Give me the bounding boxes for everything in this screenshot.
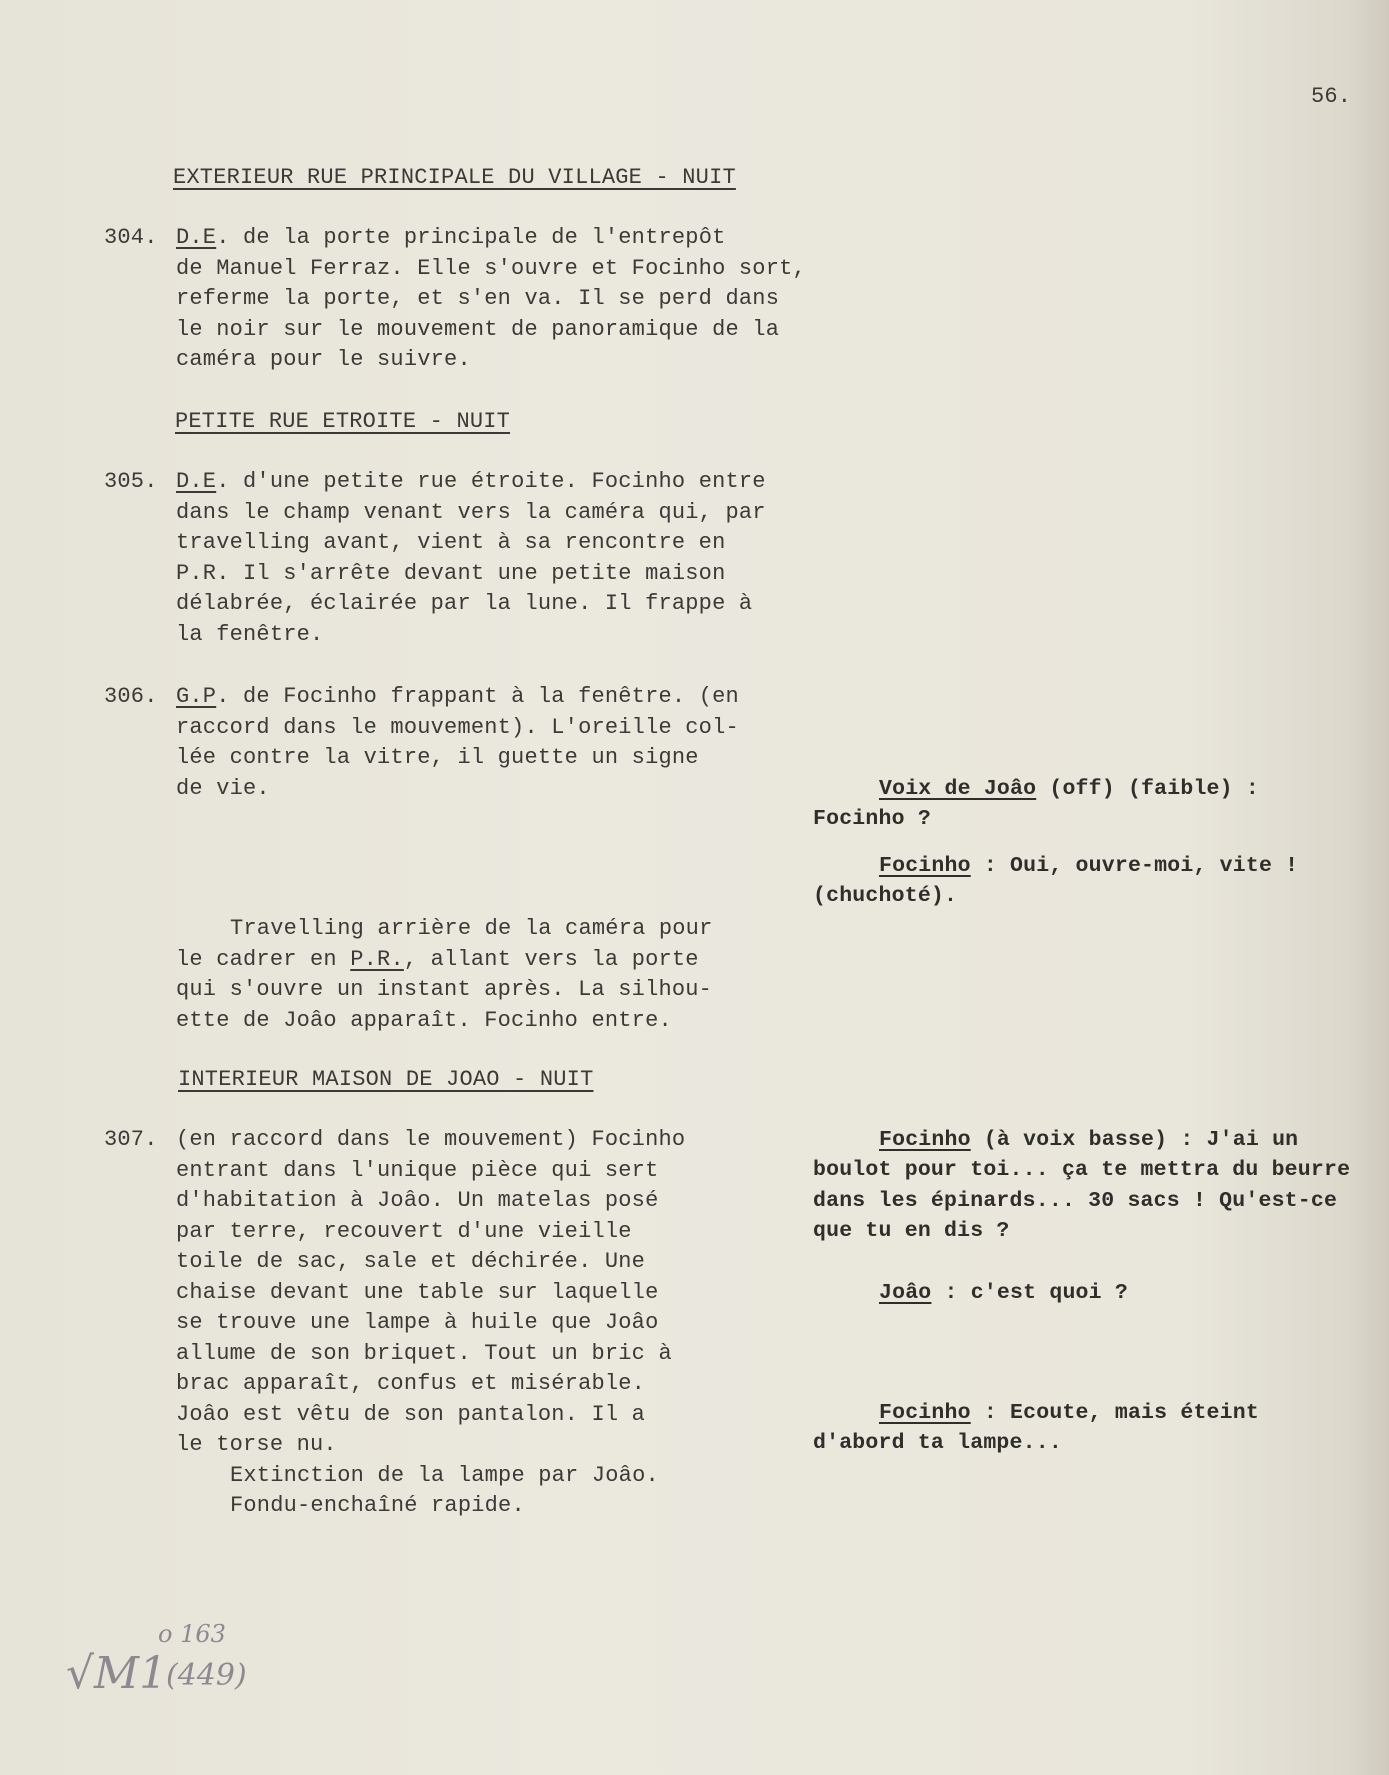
text-segment: P.R.: [350, 947, 404, 972]
text-segment: Fondu-enchaîné rapide.: [230, 1493, 525, 1518]
shot-line: [176, 1188, 658, 1214]
text-line: [176, 1008, 672, 1034]
speaker-name: Focinho: [879, 1128, 971, 1152]
text-segment: : Oui, ouvre-moi, vite !: [970, 854, 1299, 878]
dialogue-line: [813, 1430, 1062, 1456]
dialogue-line: [813, 1188, 1337, 1214]
text-segment: lée contre la vitre, il guette un signe: [176, 745, 699, 770]
dialogue-line: [879, 1400, 1259, 1426]
shot-line: [176, 500, 766, 526]
text-segment: d'abord ta lampe...: [813, 1431, 1062, 1455]
shot-type-abbr: D.E: [176, 225, 217, 250]
text-segment: (chuchoté).: [813, 884, 958, 908]
shot-line: [176, 745, 699, 771]
speaker-name: Focinho: [879, 854, 971, 878]
text-segment: (à voix basse) : J'ai un: [970, 1128, 1299, 1152]
dialogue-line: [813, 1157, 1350, 1183]
shot-line: [176, 622, 323, 648]
text-segment: d'habitation à Joâo. Un matelas posé: [176, 1188, 659, 1213]
page-number: 56.: [1311, 84, 1352, 109]
text-segment: allume de son briquet. Tout un bric à: [176, 1341, 672, 1366]
text-segment: que tu en dis ?: [813, 1219, 1010, 1243]
shot-line: [176, 715, 739, 741]
shot-line: [176, 776, 270, 802]
shot-line: [176, 530, 726, 556]
shot-number: [104, 1127, 158, 1153]
shot-type-abbr: D.E: [176, 469, 217, 494]
text-segment: le noir sur le mouvement de panoramique de la: [176, 317, 780, 342]
text-segment: le cadrer en: [176, 947, 351, 972]
speaker-name: Voix de Joâo: [879, 777, 1037, 801]
shot-line: [176, 1249, 645, 1275]
handwritten-paren: (449): [166, 1658, 247, 1693]
text-line: [230, 916, 712, 942]
shot-line: [176, 1158, 658, 1184]
text-segment: toile de sac, sale et déchirée. Une: [176, 1249, 646, 1274]
text-segment: chaise devant une table sur laquelle: [176, 1280, 659, 1305]
text-segment: Extinction de la lampe par Joâo.: [230, 1463, 659, 1488]
scene-heading-2: [175, 409, 510, 435]
handwritten-top: o 163: [158, 1620, 226, 1648]
shot-number: [104, 684, 158, 710]
text-segment: ette de Joâo apparaît. Focinho entre.: [176, 1008, 672, 1033]
dialogue-line: [813, 883, 957, 909]
shot-line: [176, 286, 779, 312]
scene-heading-1: [173, 165, 736, 191]
text-segment: de vie.: [176, 776, 270, 801]
text-line: [176, 947, 699, 973]
scene-heading: PETITE RUE ETROITE - NUIT: [175, 409, 511, 434]
text-segment: boulot pour toi... ça te mettra du beurre: [813, 1158, 1351, 1182]
text-segment: le torse nu.: [176, 1432, 337, 1457]
shot-line: [230, 1463, 659, 1489]
shot-line: [176, 469, 766, 495]
shot-line: [176, 317, 779, 343]
shot-number: 306.: [104, 684, 158, 709]
scene-heading: INTERIEUR MAISON DE JOAO - NUIT: [178, 1067, 594, 1092]
text-segment: Joâo est vêtu de son pantalon. Il a: [176, 1402, 646, 1427]
shot-line: [176, 1432, 337, 1458]
shot-line: [176, 1310, 658, 1336]
shot-line: [176, 591, 752, 617]
text-segment: (off) (faible) :: [1036, 777, 1259, 801]
text-segment: brac apparaît, confus et misérable.: [176, 1371, 646, 1396]
dialogue-line: [879, 853, 1298, 879]
text-segment: délabrée, éclairée par la lune. Il frappe à: [176, 591, 753, 616]
shot-number: [104, 469, 158, 495]
handwritten-archive-note: [66, 1620, 247, 1699]
dialogue-line: [879, 1280, 1128, 1306]
shot-line: [176, 1341, 672, 1367]
scene-heading-3: [178, 1067, 593, 1093]
shot-line: [176, 1402, 645, 1428]
text-segment: la fenêtre.: [176, 622, 324, 647]
text-segment: par terre, recouvert d'une vieille: [176, 1219, 632, 1244]
text-segment: allant vers la porte: [430, 947, 699, 972]
shot-number: 304.: [104, 225, 158, 250]
shot-line: [176, 1280, 658, 1306]
text-segment: dans les épinards... 30 sacs ! Qu'est-ce: [813, 1189, 1338, 1213]
speaker-name: Joâo: [879, 1281, 932, 1305]
dialogue-line: [813, 1218, 1010, 1244]
text-segment: referme la porte, et s'en va. Il se perd dans: [176, 286, 780, 311]
text-segment: P.R. Il s'arrête devant une petite maison: [176, 561, 726, 586]
text-segment: : Ecoute, mais éteint: [970, 1401, 1259, 1425]
text-segment: (en raccord dans le mouvement) Focinho: [176, 1127, 686, 1152]
speaker-name: Focinho: [879, 1401, 971, 1425]
text-segment: travelling avant, vient à sa rencontre en: [176, 530, 726, 555]
text-segment: qui s'ouvre un instant après. La silhou-: [176, 977, 713, 1002]
shot-line: [230, 1493, 525, 1519]
shot-number: 307.: [104, 1127, 158, 1152]
shot-line: [176, 1127, 685, 1153]
shot-line: [176, 561, 726, 587]
text-segment: dans le champ venant vers la caméra qui, par: [176, 500, 766, 525]
shot-line: [176, 347, 471, 373]
text-segment: raccord dans le mouvement). L'oreille col-: [176, 715, 739, 740]
dialogue-line: [813, 806, 931, 832]
text-segment: . de la porte principale de l'entrepôt: [216, 225, 726, 250]
shot-line: [176, 684, 739, 710]
text-segment: Travelling arrière de la caméra pour: [230, 916, 713, 941]
shot-line: [176, 256, 806, 282]
dialogue-line: [879, 1127, 1298, 1153]
text-line: [176, 977, 712, 1003]
text-segment: Focinho ?: [813, 807, 931, 831]
text-segment: . de Focinho frappant à la fenêtre. (en: [216, 684, 739, 709]
text-segment: : c'est quoi ?: [931, 1281, 1128, 1305]
shot-number: [104, 225, 158, 251]
scene-heading: EXTERIEUR RUE PRINCIPALE DU VILLAGE - NUIT: [173, 165, 736, 190]
text-segment: entrant dans l'unique pièce qui sert: [176, 1158, 659, 1183]
shot-line: [176, 225, 726, 251]
shot-type-abbr: G.P: [176, 684, 217, 709]
shot-line: [176, 1371, 645, 1397]
text-segment: ,: [403, 947, 431, 972]
shot-line: [176, 1219, 632, 1245]
dialogue-line: [879, 776, 1259, 802]
handwritten-main: √M1: [66, 1648, 168, 1699]
text-segment: . d'une petite rue étroite. Focinho entre: [216, 469, 766, 494]
text-segment: de Manuel Ferraz. Elle s'ouvre et Focinho sort,: [176, 256, 806, 281]
text-segment: caméra pour le suivre.: [176, 347, 471, 372]
shot-number: 305.: [104, 469, 158, 494]
text-segment: se trouve une lampe à huile que Joâo: [176, 1310, 659, 1335]
